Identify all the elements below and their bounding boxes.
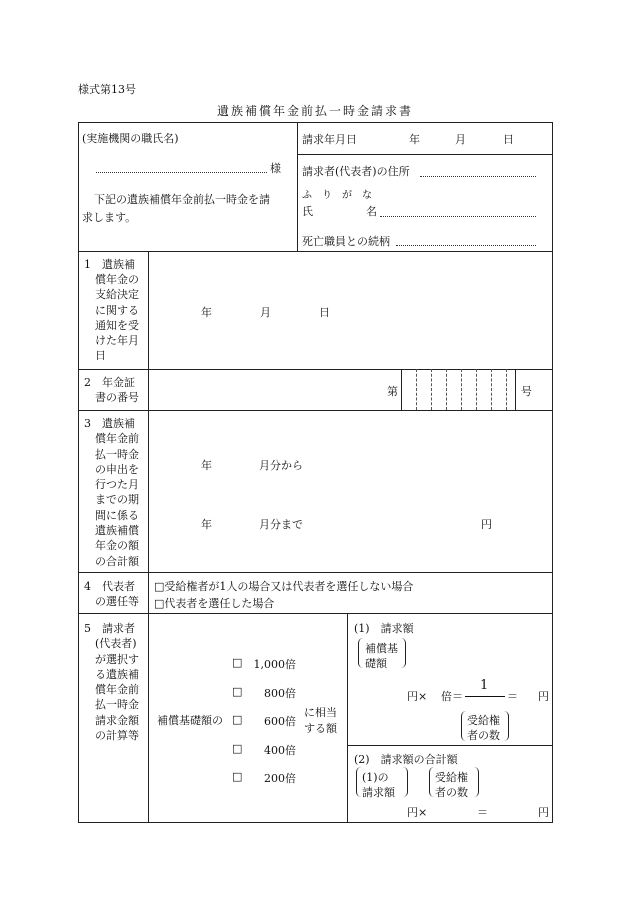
row5-label-line: 払一時金 xyxy=(95,698,139,712)
row3-label-line: 3 遺族補 xyxy=(84,417,135,430)
row5-label-line: が選択す xyxy=(95,652,139,666)
total-yen: 円× xyxy=(407,806,428,819)
multiple-checkbox[interactable]: □ xyxy=(232,742,243,755)
total-a-label-1: (1)の xyxy=(362,771,389,784)
row1-day: 日 xyxy=(319,306,330,319)
row3-month-from: 月分から xyxy=(259,459,303,472)
row5-label xyxy=(84,621,139,743)
row3-label-line: までの期 xyxy=(95,493,139,507)
formula-yen: 円× xyxy=(407,690,428,703)
total-equals: ＝ xyxy=(477,806,488,819)
total-b-label-2: 者の数 xyxy=(435,786,468,799)
row3-label-line: の申出を xyxy=(95,462,139,476)
hosho-label-2: 礎額 xyxy=(365,657,387,670)
row1-label-line: 支給決定 xyxy=(95,288,139,302)
request-text-1: 下記の遺族補償年金前払一時金を請 xyxy=(94,193,270,206)
hosho-label-1: 補償基 xyxy=(365,642,398,655)
equiv-label-2: する額 xyxy=(304,722,337,735)
total-b-label-1: 受給権 xyxy=(435,771,468,784)
multiple-value: 1,000倍 xyxy=(253,658,296,671)
row3-label-line: 払一時金 xyxy=(95,447,139,461)
row1-label-line: 1 遺族補 xyxy=(84,258,135,271)
row5-label-line: (代表者) xyxy=(95,637,137,651)
name-line[interactable] xyxy=(380,216,536,217)
multiple-checkbox[interactable]: □ xyxy=(232,713,243,726)
row1-label-line: 通知を受 xyxy=(95,318,139,332)
row3-label-line: 償年金前 xyxy=(95,432,139,446)
multiple-checkbox[interactable]: □ xyxy=(232,770,243,783)
row2-go: 号 xyxy=(521,385,532,398)
row1-label-line: けた年月 xyxy=(95,334,139,348)
row1-label-line: 償年金の xyxy=(95,273,139,287)
equiv-label-1: に相当 xyxy=(304,706,337,719)
row2-label-line: 書の番号 xyxy=(95,391,139,404)
row3-label-line: 間に係る xyxy=(95,508,139,522)
base-amount-label: 補償基礎額の xyxy=(157,714,223,727)
recipients-label-2: 者の数 xyxy=(467,729,500,742)
claim-title: (1) 請求額 xyxy=(354,622,414,635)
row1-label-line: 日 xyxy=(95,349,106,363)
row1-label-line: に関する xyxy=(95,303,139,317)
multiple-value: 400倍 xyxy=(264,744,296,757)
sama-label: 様 xyxy=(270,162,281,175)
recipients-label-1: 受給権 xyxy=(467,714,500,727)
formula-equals: ＝ xyxy=(507,690,518,703)
row3-yen: 円 xyxy=(481,518,492,531)
address-line[interactable] xyxy=(420,176,536,177)
row4-label-line: の選任等 xyxy=(95,595,139,608)
form-title: 遺族補償年金前払一時金請求書 xyxy=(217,104,414,118)
multiple-value: 200倍 xyxy=(264,772,296,785)
total-title: (2) 請求額の合計額 xyxy=(354,753,458,766)
row3-label xyxy=(84,416,139,569)
date-day: 日 xyxy=(503,133,514,146)
agency-label: (実施機関の職氏名) xyxy=(82,132,179,145)
row3-label-line: 年金の額 xyxy=(95,539,139,553)
row5-label-line: 5 請求者 xyxy=(84,622,135,635)
relation-line[interactable] xyxy=(396,245,536,246)
date-year: 年 xyxy=(409,133,420,146)
agency-name-line[interactable] xyxy=(96,172,267,173)
total-yen-result: 円 xyxy=(538,806,549,819)
row1-month: 月 xyxy=(260,306,271,319)
name-label-1: 氏 xyxy=(302,205,313,218)
row3-label-line: の合計額 xyxy=(95,554,139,568)
row4-label xyxy=(84,579,139,609)
row5-label-line: 償年金前 xyxy=(95,683,139,697)
row3-year-to: 年 xyxy=(201,518,212,531)
furigana-label: ふ り が な xyxy=(302,190,372,201)
row2-dai: 第 xyxy=(387,385,398,398)
row1-year: 年 xyxy=(201,306,212,319)
row1-label xyxy=(84,257,139,363)
form-number: 様式第13号 xyxy=(78,83,136,96)
formula-numerator: 1 xyxy=(480,678,489,693)
formula-bai: 倍＝ xyxy=(441,690,463,703)
multiple-value: 800倍 xyxy=(264,687,296,700)
row5-label-line: 請求金額 xyxy=(95,713,139,727)
row3-label-line: 遺族補償 xyxy=(95,524,139,538)
multiple-checkbox[interactable]: □ xyxy=(232,656,243,669)
row2-label xyxy=(84,375,139,405)
representative-option-2[interactable]: □代表者を選任した場合 xyxy=(154,597,275,610)
row4-label-line: 4 代表者 xyxy=(84,580,135,593)
multiple-checkbox[interactable]: □ xyxy=(232,685,243,698)
request-text-2: 求します。 xyxy=(82,211,137,224)
representative-option-1[interactable]: □受給権者が1人の場合又は代表者を選任しない場合 xyxy=(154,580,414,593)
row3-label-line: 行つた月 xyxy=(95,478,139,492)
date-label: 請求年月日 xyxy=(302,133,357,146)
row2-label-line: 2 年金証 xyxy=(84,376,135,389)
total-a-label-2: 請求額 xyxy=(362,786,395,799)
row5-label-line: る遺族補 xyxy=(95,667,139,681)
date-month: 月 xyxy=(455,133,466,146)
name-label-2: 名 xyxy=(366,205,377,218)
formula-yen-result: 円 xyxy=(538,690,549,703)
row3-year-from: 年 xyxy=(201,459,212,472)
row5-label-line: の計算等 xyxy=(95,729,139,743)
relation-label: 死亡職員との続柄 xyxy=(302,235,390,248)
pension-cert-number-field[interactable] xyxy=(402,370,514,409)
row3-month-to: 月分まで xyxy=(259,518,303,531)
multiple-value: 600倍 xyxy=(264,715,296,728)
address-label: 請求者(代表者)の住所 xyxy=(302,165,410,178)
